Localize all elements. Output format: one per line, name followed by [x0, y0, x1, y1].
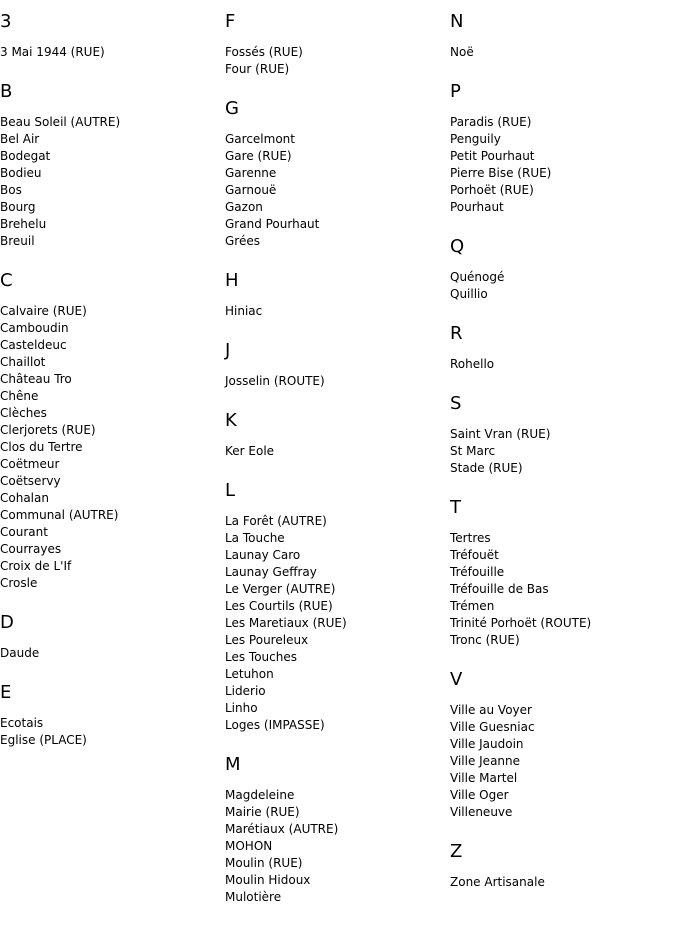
street-list	[450, 530, 670, 649]
street-link[interactable]: Launay Caro	[225, 548, 301, 562]
letter-group	[450, 80, 670, 216]
letter-heading: R	[450, 323, 463, 344]
street-link[interactable]: Coëtservy	[0, 474, 61, 488]
street-list	[450, 44, 670, 61]
street-list	[225, 443, 445, 460]
street-link[interactable]: Chêne	[0, 389, 39, 403]
street-link[interactable]: Bel Air	[0, 132, 40, 146]
street-link[interactable]: Tréfouille	[450, 565, 505, 579]
street-link[interactable]: Penguily	[450, 132, 501, 146]
street-link[interactable]: Fossés (RUE)	[225, 45, 303, 59]
letter-heading: F	[225, 11, 236, 32]
street-link[interactable]: Trémen	[450, 599, 495, 613]
street-link[interactable]: Hiniac	[225, 304, 263, 318]
index-column	[225, 10, 445, 925]
street-link[interactable]: Croix de L'If	[0, 559, 72, 573]
letter-heading: B	[0, 81, 13, 102]
street-link[interactable]: 3 Mai 1944 (RUE)	[0, 45, 105, 59]
street-list	[450, 114, 670, 216]
street-link[interactable]: Mulotière	[225, 890, 282, 904]
letter-heading: V	[450, 669, 463, 690]
letter-heading: T	[450, 497, 461, 518]
street-link[interactable]: Ville Guesniac	[450, 720, 535, 734]
street-link[interactable]: Zone Artisanale	[450, 875, 545, 889]
street-link[interactable]: Bodegat	[0, 149, 51, 163]
letter-group	[225, 753, 445, 906]
street-link[interactable]: Garcelmont	[225, 132, 295, 146]
street-link[interactable]: Rohello	[450, 357, 495, 371]
street-link[interactable]: Moulin Hidoux	[225, 873, 311, 887]
letter-group	[225, 269, 445, 320]
index-column	[450, 10, 670, 910]
street-link[interactable]: Ville Jaudoin	[450, 737, 524, 751]
index-column	[0, 10, 220, 768]
street-link[interactable]: Coëtmeur	[0, 457, 60, 471]
street-link[interactable]: Ville Jeanne	[450, 754, 521, 768]
street-link[interactable]: Tréfouille de Bas	[450, 582, 549, 596]
letter-group	[450, 840, 670, 891]
street-link[interactable]: Pourhaut	[450, 200, 504, 214]
letter-group	[225, 10, 445, 78]
street-link[interactable]: St Marc	[450, 444, 496, 458]
street-link[interactable]: Grées	[225, 234, 260, 248]
street-link[interactable]: Courrayes	[0, 542, 62, 556]
street-link[interactable]: Chaillot	[0, 355, 46, 369]
street-link[interactable]: Saint Vran (RUE)	[450, 427, 551, 441]
street-link[interactable]: Trinité Porhoët (ROUTE)	[450, 616, 592, 630]
letter-heading: D	[0, 612, 14, 633]
street-list	[0, 114, 220, 250]
letter-heading: Z	[450, 841, 463, 862]
street-link[interactable]: Tréfouët	[450, 548, 499, 562]
letter-group	[225, 97, 445, 250]
letter-heading: J	[225, 340, 231, 361]
street-link[interactable]: Les Poureleux	[225, 633, 309, 647]
street-link[interactable]: Cohalan	[0, 491, 49, 505]
street-link[interactable]: Brehelu	[0, 217, 47, 231]
street-link[interactable]: Grand Pourhaut	[225, 217, 320, 231]
street-link[interactable]: Château Tro	[0, 372, 72, 386]
street-link[interactable]: Marétiaux (AUTRE)	[225, 822, 339, 836]
street-link[interactable]: Petit Pourhaut	[450, 149, 535, 163]
street-list	[225, 787, 445, 906]
street-link[interactable]: La Forêt (AUTRE)	[225, 514, 327, 528]
street-link[interactable]: Les Courtils (RUE)	[225, 599, 333, 613]
letter-group	[0, 269, 220, 592]
street-link[interactable]: Quillio	[450, 287, 488, 301]
street-link[interactable]: MOHON	[225, 839, 273, 853]
street-link[interactable]: Ville Oger	[450, 788, 509, 802]
street-link[interactable]: Bourg	[0, 200, 36, 214]
letter-heading: H	[225, 270, 239, 291]
street-link[interactable]: Clos du Tertre	[0, 440, 83, 454]
street-link[interactable]: Crosle	[0, 576, 38, 590]
letter-heading: C	[0, 270, 13, 291]
street-link[interactable]: Villeneuve	[450, 805, 513, 819]
letter-group	[450, 235, 670, 303]
street-link[interactable]: Communal (AUTRE)	[0, 508, 119, 522]
street-link[interactable]: Eglise (PLACE)	[0, 733, 87, 747]
street-link[interactable]: Porhoët (RUE)	[450, 183, 534, 197]
street-link[interactable]: Linho	[225, 701, 258, 715]
street-link[interactable]: Clerjorets (RUE)	[0, 423, 96, 437]
street-link[interactable]: Four (RUE)	[225, 62, 290, 76]
street-link[interactable]: Letuhon	[225, 667, 274, 681]
street-link[interactable]: Ecotais	[0, 716, 44, 730]
street-link[interactable]: Magdeleine	[225, 788, 295, 802]
street-list	[0, 303, 220, 592]
letter-group	[0, 611, 220, 662]
letter-group	[450, 10, 670, 61]
street-list	[450, 356, 670, 373]
street-link[interactable]: Daude	[0, 646, 40, 660]
street-link[interactable]: Clèches	[0, 406, 47, 420]
street-link[interactable]: Ker Eole	[225, 444, 275, 458]
street-link[interactable]: Garnouë	[225, 183, 277, 197]
street-link[interactable]: La Touche	[225, 531, 285, 545]
street-link[interactable]: Breuil	[0, 234, 35, 248]
letter-group	[0, 681, 220, 749]
street-link[interactable]: Stade (RUE)	[450, 461, 523, 475]
letter-heading: Q	[450, 236, 465, 257]
street-link[interactable]: Tertres	[450, 531, 491, 545]
letter-heading: P	[450, 81, 461, 102]
street-list	[450, 426, 670, 477]
street-link[interactable]: Beau Soleil (AUTRE)	[0, 115, 121, 129]
street-link[interactable]: Camboudin	[0, 321, 69, 335]
street-list	[225, 131, 445, 250]
letter-heading: M	[225, 754, 241, 775]
street-link[interactable]: Quénogé	[450, 270, 505, 284]
letter-group	[225, 409, 445, 460]
street-list	[225, 513, 445, 734]
street-list	[225, 303, 445, 320]
street-link[interactable]: Tronc (RUE)	[450, 633, 520, 647]
street-list	[0, 715, 220, 749]
street-link[interactable]: Bos	[0, 183, 22, 197]
letter-group	[225, 339, 445, 390]
letter-heading: 3	[0, 11, 12, 32]
letter-group	[225, 479, 445, 734]
letter-group	[450, 322, 670, 373]
street-link[interactable]: Courant	[0, 525, 48, 539]
street-link[interactable]: Garenne	[225, 166, 277, 180]
street-link[interactable]: Casteldeuc	[0, 338, 67, 352]
street-link[interactable]: Mairie (RUE)	[225, 805, 300, 819]
letter-group	[450, 668, 670, 821]
letter-heading: L	[225, 480, 236, 501]
street-list	[0, 44, 220, 61]
letter-group	[450, 496, 670, 649]
street-link[interactable]: Josselin (ROUTE)	[225, 374, 325, 388]
letter-heading: G	[225, 98, 239, 119]
street-link[interactable]: Ville Martel	[450, 771, 518, 785]
street-list	[0, 645, 220, 662]
street-link[interactable]: Les Touches	[225, 650, 297, 664]
street-list	[450, 702, 670, 821]
letter-heading: N	[450, 11, 464, 32]
street-link[interactable]: Ville au Voyer	[450, 703, 532, 717]
street-list	[450, 874, 670, 891]
street-link[interactable]: Moulin (RUE)	[225, 856, 303, 870]
street-link[interactable]: Launay Geffray	[225, 565, 317, 579]
letter-group	[450, 392, 670, 477]
street-list	[225, 373, 445, 390]
street-link[interactable]: Paradis (RUE)	[450, 115, 532, 129]
street-link[interactable]: Bodieu	[0, 166, 42, 180]
street-link[interactable]: Gazon	[225, 200, 263, 214]
letter-heading: S	[450, 393, 462, 414]
street-link[interactable]: Calvaire (RUE)	[0, 304, 87, 318]
street-list	[225, 44, 445, 78]
street-link[interactable]: Le Verger (AUTRE)	[225, 582, 336, 596]
street-link[interactable]: Noë	[450, 45, 474, 59]
letter-heading: E	[0, 682, 12, 703]
letter-heading: K	[225, 410, 237, 431]
letter-group	[0, 10, 220, 61]
street-link[interactable]: Les Maretiaux (RUE)	[225, 616, 347, 630]
street-link[interactable]: Pierre Bise (RUE)	[450, 166, 552, 180]
street-link[interactable]: Loges (IMPASSE)	[225, 718, 325, 732]
street-link[interactable]: Liderio	[225, 684, 266, 698]
street-link[interactable]: Gare (RUE)	[225, 149, 292, 163]
street-list	[450, 269, 670, 303]
letter-group	[0, 80, 220, 250]
